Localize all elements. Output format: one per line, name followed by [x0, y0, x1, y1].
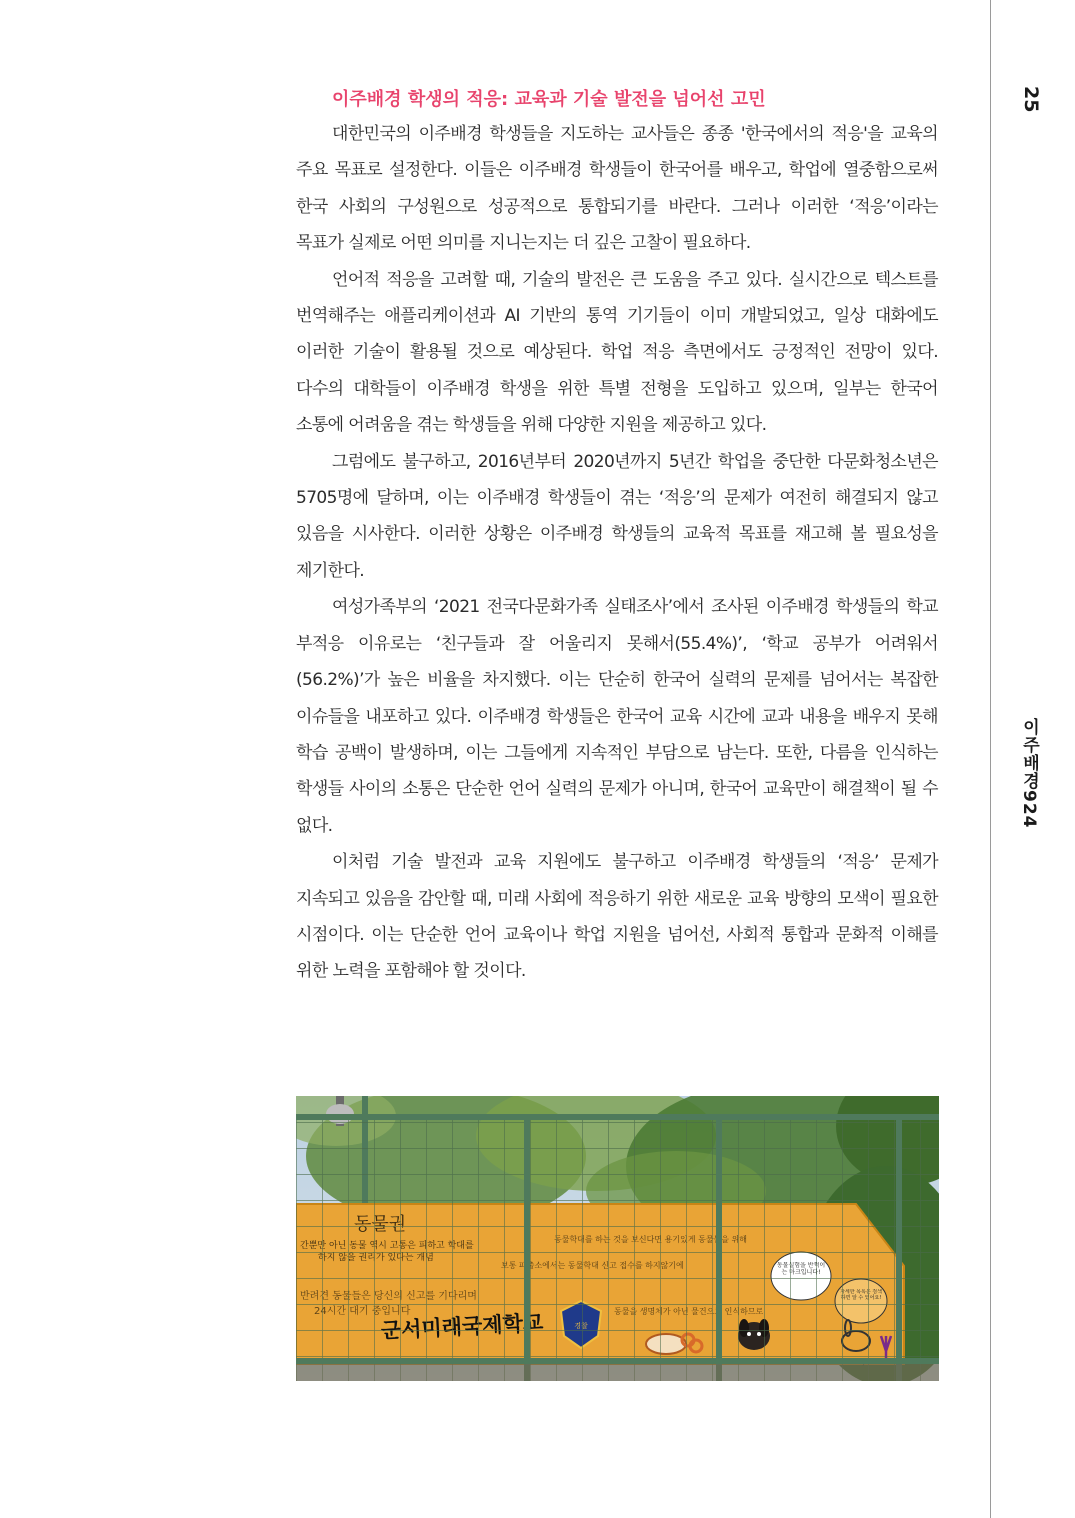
article-paragraph-2: 언어적 적응을 고려할 때, 기술의 발전은 큰 도움을 주고 있다. 실시간으로 텍스트를 번역해주는 애플리케이션과 AI 기반의 통역 기기들이 이미 개발되었고, 일상 대화에도 이러한 기술이 활용될 것으로 예상된다. 학업 적응 측면에서도 긍정적인 전망이 있다. 다수의 대학들이 이주배경 학생을 위한 특별 전형을 도입하고 있으며, 일부는 한국어 소통에 어려움을 겪는 학생들을 위해 다양한 지원을 제공하고 있다.	[296, 269, 938, 436]
page-number: 25	[1020, 86, 1042, 113]
school-banner-photo	[296, 1096, 939, 1381]
fence-mesh	[296, 1116, 939, 1381]
article-paragraph-3: 그럼에도 불구하고, 2016년부터 2020년까지 5년간 학업을 중단한 다문화청소년은 5705명에 달하며, 이는 이주배경 학생들이 겪는 ‘적응’의 문제가 여전히 해결되지 않고 있음을 시사한다. 이러한 상황은 이주배경 학생들의 교육적 목표를 재고해 볼 필요성을 제기한다.	[296, 451, 938, 581]
article-paragraph-5: 이처럼 기술 발전과 교육 지원에도 불구하고 이주배경 학생들의 ‘적응’ 문제가 지속되고 있음을 감안할 때, 미래 사회에 적응하기 위한 새로운 교육 방향의 모색이 필요한 시점이다. 이는 단순한 언어 교육이나 학업 지원을 넘어선, 사회적 통합과 문화적 이해를 위한 노력을 포함해야 할 것이다.	[296, 852, 938, 982]
article-paragraph-4: 여성가족부의 ‘2021 전국다문화가족 실태조사’에서 조사된 이주배경 학생들의 학교 부적응 이유로는 ‘친구들과 잘 어울리지 못해서(55.4%)’, ‘학교 공부가 어려워서(56.2%)’가 높은 비율을 차지했다. 이는 단순히 한국어 실력의 문제를 넘어서는 복잡한 이슈들을 내포하고 있다. 이주배경 학생들은 한국어 교육 시간에 교과 내용을 배우지 못해 학습 공백이 발생하며, 이는 그들에게 지속적인 부담으로 남는다. 또한, 다름을 인식하는 학생들 사이의 소통은 단순한 언어 실력의 문제가 아니며, 한국어 교육만이 해결책이 될 수 없다.	[296, 597, 938, 836]
article-paragraph-1: 대한민국의 이주배경 학생들을 지도하는 교사들은 종종 '한국에서의 적응'을 교육의 주요 목표로 설정한다. 이들은 이주배경 학생들이 한국어를 배우고, 학업에 열중함으로써 한국 사회의 구성원으로 성공적으로 통합되기를 바란다. 그러나 이러한 ‘적응’이라는 목표가 실제로 어떤 의미를 지니는지는 더 깊은 고찰이 필요하다.	[296, 124, 938, 254]
article	[296, 84, 938, 990]
banner-photo-illustration	[296, 1096, 939, 1381]
article-title: 이주배경 학생의 적응: 교육과 기술 발전을 넘어선 고민	[332, 89, 766, 110]
page-edge-rule	[990, 0, 991, 1518]
section-side-label: 이주배경924	[1019, 718, 1039, 829]
